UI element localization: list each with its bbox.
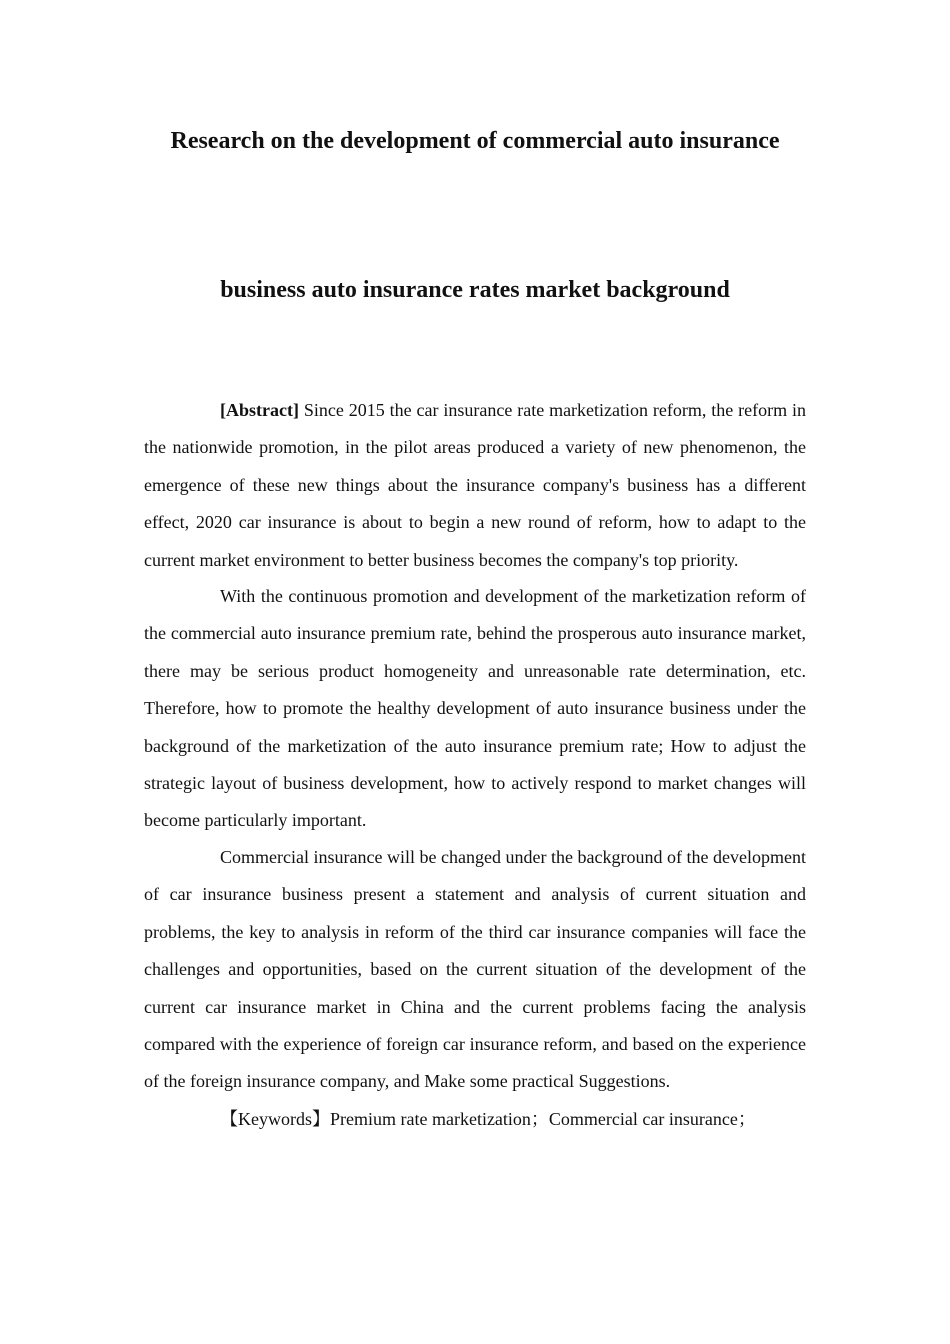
keywords-items: Premium rate marketization；Commercial car insurance； <box>330 1108 756 1129</box>
abstract-label: [Abstract] <box>220 400 299 420</box>
document-title-line-2: business auto insurance rates market background <box>220 277 730 303</box>
keywords-line <box>144 1101 806 1138</box>
document-title-line-1: Research on the development of commercial auto insurance <box>170 128 780 154</box>
abstract-paragraph <box>144 392 806 579</box>
keywords-label: 【Keywords】 <box>220 1108 330 1129</box>
abstract-text: Since 2015 the car insurance rate marketization reform, the reform in the nationwide promotion, in the pilot areas produced a variety of new phenomenon, the emergence of these new things about the insurance company's business has a different effect, 2020 car insurance is about to begin a new round of reform, how to adapt to the current market environment to better business becomes the company's top priority. <box>144 400 806 570</box>
document-body <box>144 392 806 1138</box>
body-paragraph-2: Commercial insurance will be changed under the background of the development of car insurance business present a statement and analysis of current situation and problems, the key to analysis in reform of the third car insurance companies will face the challenges and opportunities, based on the current situation of the development of the current car insurance market in China and the current problems facing the analysis compared with the experience of foreign car insurance reform, and based on the experience of the foreign insurance company, and Make some practical Suggestions. <box>144 846 806 1092</box>
body-paragraph-1: With the continuous promotion and development of the marketization reform of the commercial auto insurance premium rate, behind the prosperous auto insurance market, there may be serious product homogeneity and unreasonable rate determination, etc. Therefore, how to promote the healthy development of auto insurance business under the background of the marketization of the auto insurance premium rate; How to adjust the strategic layout of business development, how to actively respond to market changes will become particularly important. <box>144 586 806 831</box>
